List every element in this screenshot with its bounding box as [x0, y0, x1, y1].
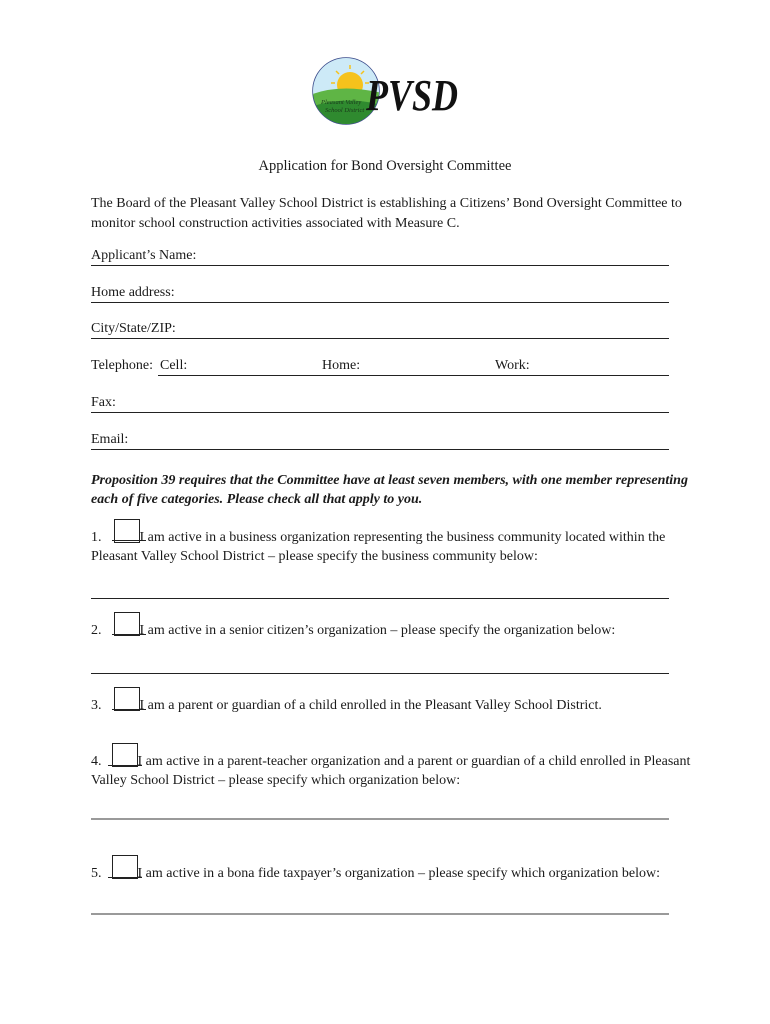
form-title: Application for Bond Oversight Committee	[258, 158, 512, 174]
item-5-number: 5.	[91, 866, 102, 881]
answer-line-item-2[interactable]	[91, 673, 669, 674]
home-phone-label: Home:	[322, 358, 361, 373]
item-4-text: I am active in a parent-teacher organization and a parent or guardian of a child enrolled in Pleasant Valley School District – please specify which organization below:	[91, 754, 691, 788]
item-3-number: 3.	[91, 698, 102, 713]
fax-label: Fax:	[91, 395, 116, 410]
item-2-number: 2.	[91, 623, 102, 638]
item-1-text: I am active in a business organization representing the business community located within the Pleasant Valley School District – please specify the business community below:	[91, 530, 666, 564]
home-address-label: Home address:	[91, 285, 175, 300]
email-field[interactable]	[91, 432, 669, 450]
work-phone-label: Work:	[495, 358, 530, 373]
list-item-4	[91, 752, 691, 790]
city-state-zip-field[interactable]	[91, 321, 669, 339]
fax-field[interactable]	[91, 395, 669, 413]
applicant-name-field[interactable]	[91, 248, 669, 266]
answer-line-item-1[interactable]	[91, 598, 669, 599]
email-label: Email:	[91, 432, 129, 447]
logo-monogram: PVSD	[365, 71, 458, 120]
logo-text-line1: Pleasant Valley	[321, 99, 362, 106]
list-item-5	[91, 864, 691, 883]
answer-line-item-5[interactable]	[91, 913, 669, 915]
city-state-zip-line[interactable]	[91, 338, 669, 339]
item-2-text: I am active in a senior citizen’s organization – please specify the organization below:	[139, 623, 616, 638]
logo-text-line2: School District	[325, 107, 365, 114]
applicant-name-label: Applicant’s Name:	[91, 248, 197, 263]
item-1-number: 1.	[91, 530, 102, 545]
proposition-instructions: Proposition 39 requires that the Committee have at least seven members, with one member representing each of five categories. Please check all that apply to you.	[91, 473, 688, 507]
intro-paragraph: The Board of the Pleasant Valley School District is establishing a Citizens’ Bond Oversight Committee to monitor school construction activities associated with Measure C.	[91, 196, 682, 231]
pvsd-logo	[310, 55, 460, 130]
item-5-text: I am active in a bona fide taxpayer’s organization – please specify which organization below:	[137, 866, 660, 881]
cell-label: Cell:	[160, 358, 188, 373]
email-line[interactable]	[91, 449, 669, 450]
list-item-2	[91, 621, 691, 640]
list-item-3	[91, 696, 691, 715]
item-4-number: 4.	[91, 754, 102, 769]
answer-line-item-4[interactable]	[91, 818, 669, 820]
telephone-line[interactable]	[158, 375, 669, 376]
home-address-field[interactable]	[91, 285, 669, 303]
fax-line[interactable]	[91, 412, 669, 413]
telephone-label: Telephone:	[91, 358, 153, 373]
item-3-text: I am a parent or guardian of a child enrolled in the Pleasant Valley School District.	[139, 698, 602, 713]
list-item-1	[91, 528, 691, 566]
city-state-zip-label: City/State/ZIP:	[91, 321, 176, 336]
applicant-name-line[interactable]	[91, 265, 669, 266]
telephone-field[interactable]	[91, 358, 669, 376]
home-address-line[interactable]	[91, 302, 669, 303]
